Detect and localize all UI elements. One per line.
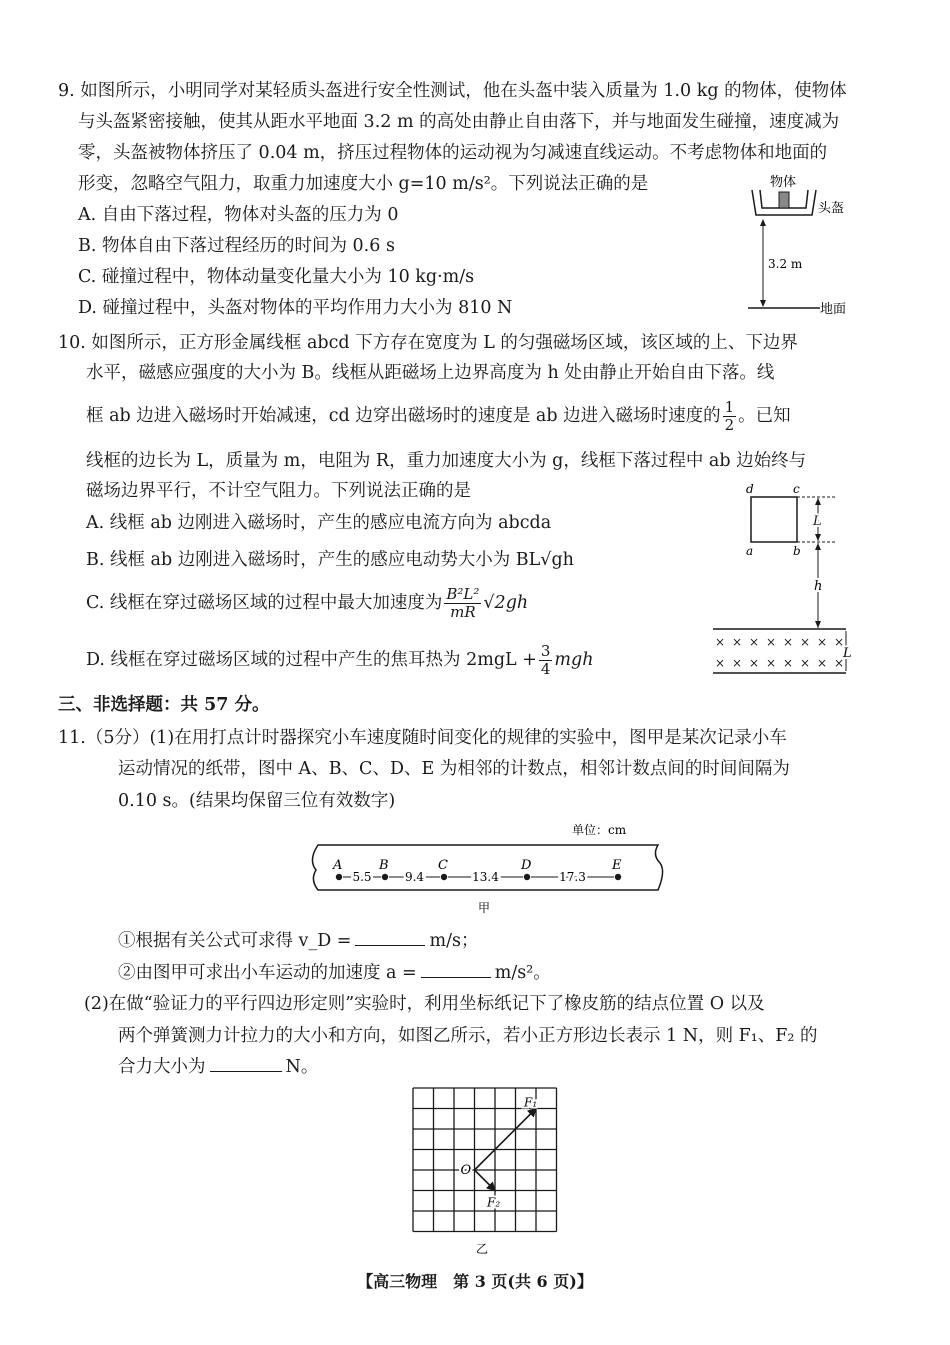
field-cross-mark: × <box>817 656 828 670</box>
field-cross-mark: × <box>715 635 726 649</box>
option-c-sqrt: √2gh <box>483 593 529 613</box>
field-cross-mark: × <box>783 635 794 649</box>
q10-line-3 <box>86 398 791 434</box>
q10-line-4: 线框的边长为 L，质量为 m，电阻为 R，重力加速度大小为 g，线框下落过程中 ab 边始终与 <box>86 451 807 471</box>
fraction-numerator: 3 <box>540 642 551 660</box>
tape-dot <box>441 874 447 880</box>
force-grid-figure <box>400 1080 560 1260</box>
field-cross-mark: × <box>800 656 811 670</box>
ground-label: 地面 <box>820 302 847 317</box>
part2-text: 合力大小为 <box>118 1057 206 1077</box>
label-d: d <box>746 482 754 496</box>
q10-option-a: A. 线框 ab 边刚进入磁场时，产生的感应电流方向为 abcda <box>86 513 552 533</box>
q9-option-a: A. 自由下落过程，物体对头盔的压力为 0 <box>78 205 399 225</box>
q9-line-3: 零，头盔被物体挤压了 0.04 m，挤压过程物体的运动视为匀减速直线运动。不考虑物体和地面的 <box>78 143 828 163</box>
field-cross-mark: × <box>749 656 760 670</box>
sub1-text: ①根据有关公式可求得 v_D = <box>118 931 352 951</box>
object-label: 物体 <box>770 175 797 190</box>
field-cross-mark: × <box>732 635 743 649</box>
fraction-numerator: B²L² <box>446 585 480 603</box>
field-cross-mark: × <box>766 656 777 670</box>
q10-line-3-tail: 。已知 <box>738 406 791 426</box>
q9-option-c: C. 碰撞过程中，物体动量变化量大小为 10 kg·m/s <box>78 267 475 287</box>
fraction-denominator: 4 <box>540 660 551 678</box>
q11-part2-line-3 <box>118 1055 318 1078</box>
q10-line-3-text: 框 ab 边进入磁场时开始减速，cd 边穿出磁场时的速度是 ab 边进入磁场时速度的 <box>86 406 721 426</box>
field-cross-mark: × <box>766 635 777 649</box>
q10-line-5: 磁场边界平行，不计空气阻力。下列说法正确的是 <box>86 481 471 501</box>
distance-label: 5.5 <box>352 870 372 884</box>
fraction-denominator: 2 <box>724 416 735 434</box>
page-footer: 【高三物理 第 3 页(共 6 页)】 <box>357 1272 593 1291</box>
field-cross-mark: × <box>749 635 760 649</box>
section-heading: 三、非选择题：共 57 分。 <box>58 695 270 715</box>
fraction-numerator: 1 <box>724 398 735 416</box>
answer-blank-a[interactable] <box>421 961 491 978</box>
field-cross-mark: × <box>715 656 726 670</box>
tape-dot <box>615 874 621 880</box>
q11-part2-line-2: 两个弹簧测力计拉力的大小和方向，如图乙所示，若小正方形边长表示 1 N，则 F₁、F₂ 的 <box>118 1026 818 1046</box>
q9-line-2: 与头盔紧密接触，使其从距水平地面 3.2 m 的高处由静止自由落下，并与地面发生碰撞，速度减为 <box>78 112 840 132</box>
option-d-tail: mgh <box>554 650 594 670</box>
label-field-width: L <box>843 646 852 661</box>
tape-point-label: A <box>333 858 343 873</box>
q9-line-1: 9. 如图所示，小明同学对某轻质头盔进行安全性测试，他在头盔中装入质量为 1.0 kg 的物体，使物体 <box>58 81 847 101</box>
q11-line-1: 11.（5分）(1)在用打点计时器探究小车速度随时间变化的规律的实验中，图甲是某次记录小车 <box>58 728 787 748</box>
distance-label: 13.4 <box>472 870 499 884</box>
tape-unit-label: 单位：cm <box>572 823 627 837</box>
answer-blank-vd[interactable] <box>355 929 425 946</box>
q10-option-b: B. 线框 ab 边刚进入磁场时，产生的感应电动势大小为 BL√gh <box>86 550 574 570</box>
field-cross-mark: × <box>783 656 794 670</box>
label-a: a <box>746 544 754 558</box>
q11-line-2: 运动情况的纸带，图中 A、B、C、D、E 为相邻的计数点，相邻计数点间的时间间隔为 <box>118 759 790 779</box>
sub1-unit: m/s； <box>429 931 479 951</box>
grid-caption: 乙 <box>476 1242 489 1256</box>
q10-line-2: 水平，磁感应强度的大小为 B。线框从距磁场上边界高度为 h 处由静止开始自由下落。线 <box>86 363 775 383</box>
sub2-text: ②由图甲可求出小车运动的加速度 a = <box>118 963 417 983</box>
force-label-F1: F₁ <box>524 1095 538 1110</box>
height-label: 3.2 m <box>768 257 803 271</box>
q9-line-4: 形变，忽略空气阻力，取重力加速度大小 g=10 m/s²。下列说法正确的是 <box>78 174 649 194</box>
tape-dot <box>336 874 342 880</box>
field-cross-mark: × <box>817 635 828 649</box>
fraction-denominator: mR <box>450 603 476 621</box>
force-label-F2: F₂ <box>487 1195 501 1210</box>
tape-point-label: D <box>521 858 532 873</box>
q11-part2-line-1: (2)在做“验证力的平行四边形定则”实验时，利用坐标纸记下了橡皮筋的结点位置 O 以及 <box>84 994 765 1014</box>
q11-sub2 <box>118 961 551 984</box>
distance-label: 17.3 <box>559 870 586 884</box>
tape-point-label: E <box>612 858 622 873</box>
tape-caption: 甲 <box>478 901 491 915</box>
q10-option-c <box>86 585 528 621</box>
force-vector-F2 <box>475 1170 496 1191</box>
q10-option-d <box>86 642 594 678</box>
q11-sub1 <box>118 929 478 952</box>
option-c-fraction <box>444 586 481 621</box>
helmet-label: 头盔 <box>818 201 845 216</box>
option-d-fraction <box>539 643 553 678</box>
paper-tape-figure <box>300 815 670 915</box>
label-c: c <box>793 482 800 496</box>
sub2-unit: m/s²。 <box>494 963 551 983</box>
magnetic-field-figure <box>700 475 860 685</box>
q11-line-3: 0.10 s。(结果均保留三位有效数字) <box>118 791 396 811</box>
label-side-length: L <box>813 514 822 529</box>
field-cross-mark: × <box>834 635 845 649</box>
q10-line-1: 10. 如图所示，正方形金属线框 abcd 下方存在宽度为 L 的匀强磁场区域，该区域的上、下边界 <box>58 333 798 353</box>
tape-dot <box>382 874 388 880</box>
tape-point-label: B <box>379 858 389 873</box>
force-vector-F1 <box>475 1109 537 1171</box>
part2-unit: N。 <box>285 1057 319 1077</box>
option-d-text: D. 线框在穿过磁场区域的过程中产生的焦耳热为 2mgL + <box>86 650 537 670</box>
field-cross-mark: × <box>732 656 743 670</box>
field-cross-mark: × <box>800 635 811 649</box>
origin-label: O <box>460 1163 472 1178</box>
q9-option-d: D. 碰撞过程中，头盔对物体的平均作用力大小为 810 N <box>78 298 513 318</box>
field-cross-mark: × <box>834 656 845 670</box>
tape-dot <box>524 874 530 880</box>
label-b: b <box>793 544 801 558</box>
q9-option-b: B. 物体自由下落过程经历的时间为 0.6 s <box>78 236 395 256</box>
tape-point-label: C <box>438 858 448 873</box>
distance-label: 9.4 <box>404 870 425 884</box>
label-h: h <box>814 579 823 594</box>
helmet-figure <box>740 170 860 320</box>
option-c-text: C. 线框在穿过磁场区域的过程中最大加速度为 <box>86 593 443 613</box>
answer-blank-resultant[interactable] <box>210 1055 282 1072</box>
half-fraction <box>723 399 737 434</box>
